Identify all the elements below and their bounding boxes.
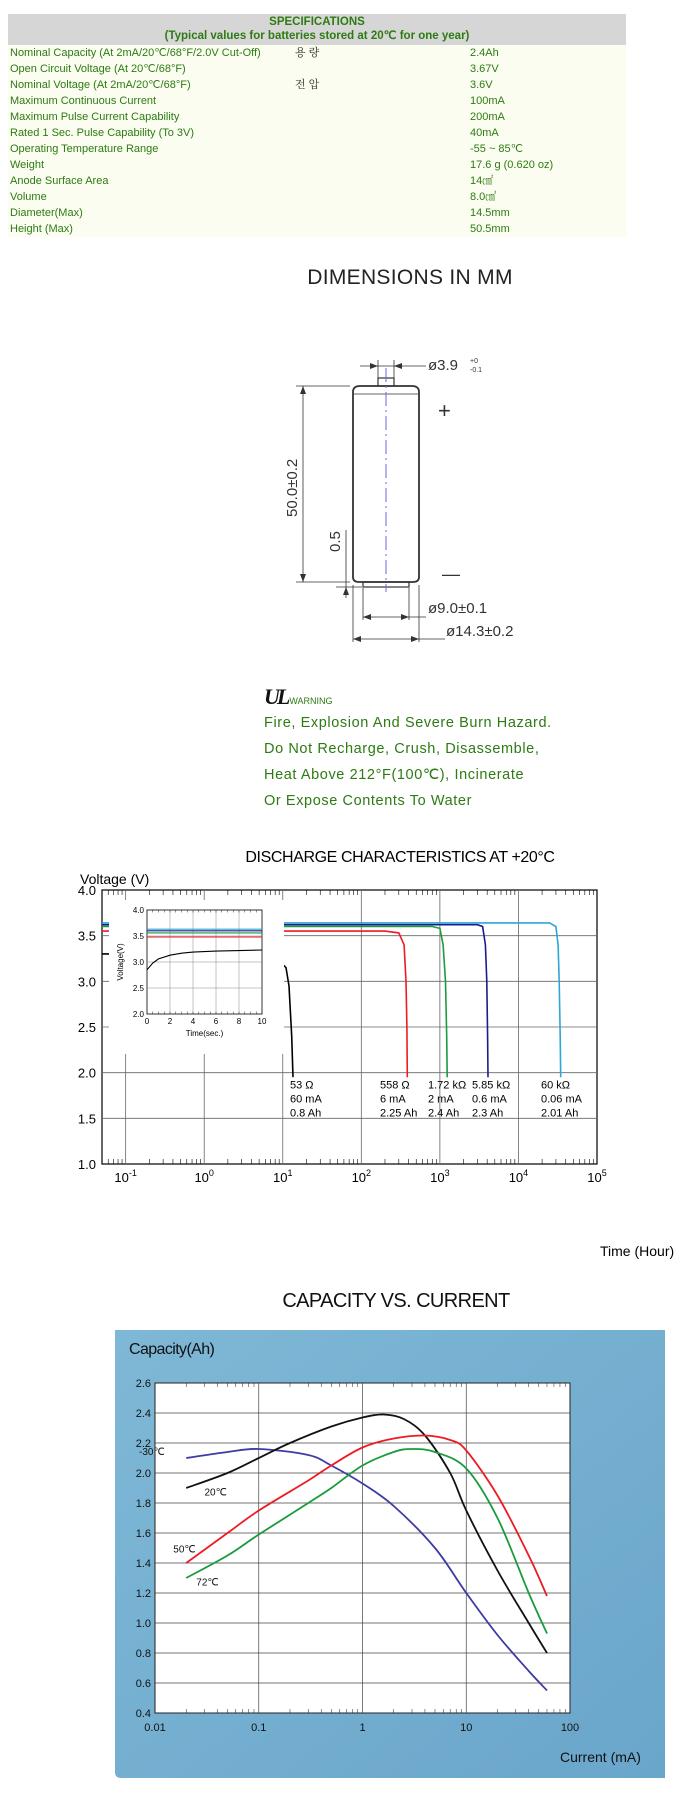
discharge-load-label: 1.72 kΩ bbox=[428, 1079, 467, 1092]
capacity-y-tick-label: 1.8 bbox=[135, 1498, 151, 1510]
spec-label: Weight bbox=[10, 159, 45, 171]
terminal-tolerance-minus: -0.1 bbox=[470, 367, 483, 374]
spec-label: Diameter(Max) bbox=[10, 207, 83, 219]
spec-label: Nominal Voltage (At 2mA/20℃/68°F) bbox=[10, 79, 191, 91]
positive-sign: + bbox=[438, 398, 451, 423]
spec-value: -55 ~ 85℃ bbox=[470, 143, 524, 155]
discharge-x-tick-label: $10^3$ bbox=[430, 1168, 450, 1185]
discharge-chart bbox=[60, 868, 700, 1278]
discharge-load-label: 53 Ω bbox=[290, 1079, 314, 1092]
capacity-series-label: 50℃ bbox=[173, 1544, 196, 1556]
spec-row bbox=[8, 45, 626, 61]
spec-value: 100mA bbox=[470, 95, 505, 107]
base-gap-label: 0.5 bbox=[327, 531, 344, 552]
spec-korean-label: 용 량 bbox=[295, 47, 320, 59]
spec-value: 50.5mm bbox=[470, 223, 510, 235]
spec-row bbox=[8, 77, 626, 93]
inset-x-tick-label: 6 bbox=[213, 1017, 219, 1026]
discharge-x-tick-label: $10^{-1}$ bbox=[114, 1168, 137, 1185]
discharge-capacity-label: 2.01 Ah bbox=[541, 1107, 579, 1120]
inner-diameter-label: ø9.0±0.1 bbox=[428, 600, 488, 617]
discharge-x-tick-label: $10^4$ bbox=[508, 1168, 529, 1185]
discharge-current-label: 0.06 mA bbox=[541, 1093, 582, 1106]
spec-label: Maximum Pulse Current Capability bbox=[10, 111, 180, 123]
spec-value: 14.5mm bbox=[470, 207, 510, 219]
discharge-y-tick-label: 3.5 bbox=[77, 928, 96, 944]
discharge-y-tick-label: 3.0 bbox=[77, 974, 96, 990]
capacity-y-tick-label: 1.0 bbox=[135, 1618, 151, 1630]
inset-x-tick-label: 4 bbox=[190, 1017, 196, 1026]
specifications-rows bbox=[8, 45, 626, 237]
discharge-capacity-label: 2.4 Ah bbox=[428, 1107, 460, 1120]
discharge-inset-chart bbox=[109, 900, 284, 1054]
discharge-load-label: 60 kΩ bbox=[541, 1079, 571, 1092]
discharge-x-tick-label: $10^0$ bbox=[194, 1168, 214, 1185]
capacity-y-tick-label: 0.4 bbox=[135, 1708, 151, 1720]
inset-y-tick-label: 3.0 bbox=[132, 958, 144, 967]
specifications-subtitle: (Typical values for batteries stored at 20℃ for one year) bbox=[164, 30, 470, 42]
negative-sign: — bbox=[442, 564, 460, 584]
spec-row bbox=[8, 173, 626, 189]
spec-korean-label: 전 압 bbox=[295, 79, 320, 91]
specifications-header bbox=[8, 14, 626, 45]
discharge-current-label: 60 mA bbox=[290, 1093, 322, 1106]
capacity-x-tick-label: 1 bbox=[359, 1722, 366, 1734]
discharge-capacity-label: 2.25 Ah bbox=[380, 1107, 418, 1120]
capacity-y-tick-label: 2.6 bbox=[135, 1378, 151, 1390]
discharge-x-tick-label: $10^2$ bbox=[351, 1168, 372, 1185]
inset-x-tick-label: 2 bbox=[167, 1017, 173, 1026]
inset-y-tick-label: 2.5 bbox=[132, 984, 144, 993]
spec-value: 2.4Ah bbox=[470, 47, 499, 59]
capacity-series-label: 72℃ bbox=[196, 1577, 219, 1589]
dimensions-title: DIMENSIONS IN MM bbox=[307, 266, 513, 289]
inset-y-axis-label: Voltage(V) bbox=[116, 943, 125, 981]
discharge-y-tick-label: 1.0 bbox=[77, 1157, 96, 1172]
specifications-table bbox=[8, 14, 626, 237]
capacity-x-tick-label: 0.1 bbox=[251, 1722, 267, 1734]
capacity-y-tick-label: 2.0 bbox=[135, 1468, 151, 1480]
capacity-series-label: -30℃ bbox=[139, 1447, 165, 1458]
spec-label: Open Circuit Voltage (At 20℃/68°F) bbox=[10, 63, 186, 75]
capacity-x-tick-label: 0.01 bbox=[144, 1722, 166, 1734]
spec-value: 8.0㎤ bbox=[470, 191, 497, 203]
terminal-tolerance-plus: +0 bbox=[470, 358, 478, 365]
warning-line: Heat Above 212°F(100℃), Incinerate bbox=[264, 767, 525, 783]
discharge-load-label: 5.85 kΩ bbox=[472, 1079, 511, 1092]
capacity-y-tick-label: 2.4 bbox=[135, 1408, 151, 1420]
discharge-y-tick-label: 2.5 bbox=[77, 1020, 96, 1035]
spec-row bbox=[8, 221, 626, 237]
spec-label: Height (Max) bbox=[10, 223, 73, 235]
capacity-x-tick-label: 10 bbox=[460, 1722, 473, 1734]
spec-value: 14㎠ bbox=[470, 175, 494, 187]
dimensions-drawing bbox=[250, 330, 570, 660]
warning-word: WARNING bbox=[289, 696, 333, 706]
inset-x-tick-label: 0 bbox=[144, 1017, 150, 1026]
discharge-y-axis-label: Voltage (V) bbox=[80, 871, 150, 887]
capacity-y-tick-label: 1.2 bbox=[135, 1588, 151, 1600]
discharge-current-label: 2 mA bbox=[428, 1093, 454, 1106]
outer-diameter-label: ø14.3±0.2 bbox=[446, 623, 514, 640]
capacity-y-axis-label: Capacity(Ah) bbox=[129, 1341, 215, 1358]
capacity-y-tick-label: 2.2 bbox=[135, 1438, 151, 1450]
discharge-x-axis-label: Time (Hour) bbox=[600, 1243, 675, 1259]
spec-value: 3.6V bbox=[470, 79, 493, 91]
spec-label: Anode Surface Area bbox=[10, 175, 109, 187]
spec-label: Nominal Capacity (At 2mA/20℃/68°F/2.0V Cut-Off) bbox=[10, 47, 261, 59]
capacity-y-tick-label: 0.8 bbox=[135, 1648, 151, 1660]
spec-label: Maximum Continuous Current bbox=[10, 95, 157, 107]
inset-x-axis-label: Time(sec.) bbox=[185, 1029, 224, 1038]
capacity-y-tick-label: 0.6 bbox=[135, 1678, 151, 1690]
spec-label: Rated 1 Sec. Pulse Capability (To 3V) bbox=[10, 127, 195, 139]
discharge-y-tick-label: 4.0 bbox=[77, 883, 96, 898]
warning-line: Fire, Explosion And Severe Burn Hazard. bbox=[264, 715, 552, 731]
spec-row bbox=[8, 157, 626, 173]
discharge-current-label: 0.6 mA bbox=[472, 1093, 507, 1106]
capacity-chart bbox=[115, 1330, 665, 1790]
warning-line: Do Not Recharge, Crush, Disassemble, bbox=[264, 741, 540, 757]
spec-value: 200mA bbox=[470, 111, 505, 123]
spec-value: 40mA bbox=[470, 127, 499, 139]
discharge-chart-title: DISCHARGE CHARACTERISTICS AT +20°C bbox=[245, 849, 555, 866]
capacity-y-tick-label: 1.6 bbox=[135, 1528, 151, 1540]
discharge-current-label: 6 mA bbox=[380, 1093, 406, 1106]
spec-row bbox=[8, 205, 626, 221]
warning-line: Or Expose Contents To Water bbox=[264, 793, 473, 809]
capacity-x-axis-label: Current (mA) bbox=[560, 1749, 641, 1765]
spec-row bbox=[8, 141, 626, 157]
inset-y-tick-label: 2.0 bbox=[132, 1010, 144, 1019]
capacity-y-tick-label: 1.4 bbox=[135, 1558, 151, 1570]
discharge-y-tick-label: 1.5 bbox=[77, 1111, 96, 1127]
discharge-x-tick-label: $10^5$ bbox=[587, 1168, 607, 1185]
spec-row bbox=[8, 189, 626, 205]
spec-label: Volume bbox=[10, 191, 47, 203]
inset-y-tick-label: 3.5 bbox=[132, 932, 144, 941]
ul-logo: UL bbox=[264, 684, 288, 709]
inset-y-tick-label: 4.0 bbox=[132, 906, 144, 915]
discharge-y-tick-label: 2.0 bbox=[77, 1065, 96, 1081]
capacity-series-label: 20℃ bbox=[204, 1487, 227, 1499]
discharge-capacity-label: 0.8 Ah bbox=[290, 1107, 322, 1120]
terminal-diameter-label: ø3.9 bbox=[428, 357, 459, 374]
ul-warning bbox=[264, 684, 552, 814]
height-label: 50.0±0.2 bbox=[284, 458, 301, 517]
spec-row bbox=[8, 109, 626, 125]
inset-x-tick-label: 8 bbox=[236, 1017, 242, 1026]
inset-x-tick-label: 10 bbox=[257, 1017, 267, 1026]
spec-value: 3.67V bbox=[470, 63, 499, 75]
spec-row bbox=[8, 125, 626, 141]
capacity-x-tick-label: 100 bbox=[560, 1722, 580, 1734]
spec-value: 17.6 g (0.620 oz) bbox=[470, 159, 554, 171]
specifications-title: SPECIFICATIONS bbox=[269, 16, 365, 28]
discharge-x-tick-label: $10^1$ bbox=[273, 1168, 293, 1185]
capacity-chart-title: CAPACITY VS. CURRENT bbox=[282, 1290, 510, 1312]
spec-row bbox=[8, 61, 626, 77]
spec-label: Operating Temperature Range bbox=[10, 143, 159, 155]
discharge-capacity-label: 2.3 Ah bbox=[472, 1107, 504, 1120]
spec-row bbox=[8, 93, 626, 109]
discharge-load-label: 558 Ω bbox=[380, 1079, 410, 1092]
